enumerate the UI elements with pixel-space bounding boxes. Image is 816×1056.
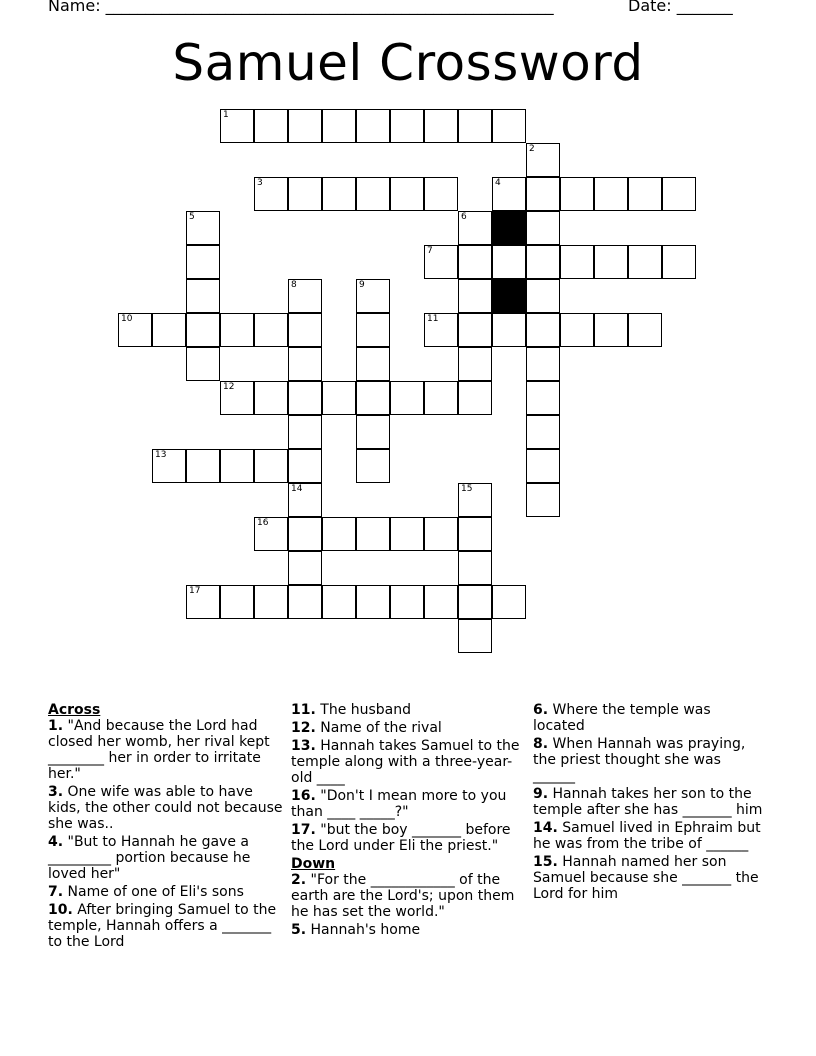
grid-cell[interactable] <box>220 109 254 143</box>
clue-number: 2 <box>529 144 535 154</box>
clue-number: 14. <box>533 820 558 836</box>
grid-cell[interactable] <box>186 313 220 347</box>
grid-cell[interactable] <box>288 109 322 143</box>
grid-cell[interactable] <box>526 245 560 279</box>
clue-text: When Hannah was praying, the priest thought she was ______ <box>533 736 746 784</box>
clue-item <box>291 702 521 718</box>
grid-cell[interactable] <box>254 585 288 619</box>
grid-cell[interactable] <box>288 585 322 619</box>
grid-cell[interactable] <box>186 449 220 483</box>
grid-cell[interactable] <box>458 517 492 551</box>
grid-cell[interactable] <box>526 211 560 245</box>
grid-cell[interactable] <box>560 313 594 347</box>
clue-number: 14 <box>291 484 303 494</box>
clue-number: 5 <box>189 212 195 222</box>
grid-cell[interactable] <box>288 449 322 483</box>
grid-cell[interactable] <box>560 177 594 211</box>
down-clues-list-continued <box>533 702 763 902</box>
grid-cell[interactable] <box>220 449 254 483</box>
grid-cell[interactable] <box>220 381 254 415</box>
clue-number: 1. <box>48 718 64 734</box>
clue-number: 7 <box>427 246 433 256</box>
clues-column-2 <box>291 702 521 940</box>
grid-cell[interactable] <box>458 483 492 517</box>
grid-cell[interactable] <box>288 347 322 381</box>
grid-cell[interactable] <box>356 381 390 415</box>
grid-cell[interactable] <box>492 585 526 619</box>
grid-cell[interactable] <box>526 177 560 211</box>
grid-cell[interactable] <box>288 313 322 347</box>
grid-cell[interactable] <box>322 381 356 415</box>
clue-number: 1 <box>223 110 229 120</box>
grid-cell[interactable] <box>458 619 492 653</box>
grid-cell[interactable] <box>356 313 390 347</box>
grid-cell[interactable] <box>424 177 458 211</box>
clue-item <box>533 820 763 852</box>
clue-item <box>48 902 284 950</box>
grid-cell[interactable] <box>662 177 696 211</box>
grid-cell[interactable] <box>186 245 220 279</box>
grid-cell[interactable] <box>288 415 322 449</box>
grid-cell[interactable] <box>492 177 526 211</box>
clue-number: 7. <box>48 884 64 900</box>
clue-number: 12 <box>223 382 235 392</box>
grid-cell[interactable] <box>424 585 458 619</box>
clue-number: 8 <box>291 280 297 290</box>
grid-cell[interactable] <box>356 347 390 381</box>
grid-cell[interactable] <box>526 381 560 415</box>
grid-cell[interactable] <box>458 279 492 313</box>
clue-number: 13 <box>155 450 167 460</box>
across-heading: Across <box>48 702 101 718</box>
grid-cell[interactable] <box>390 517 424 551</box>
clue-number: 6 <box>461 212 467 222</box>
clue-number: 11. <box>291 702 316 718</box>
clue-text: Hannah's home <box>306 922 421 938</box>
grid-black-cell <box>492 279 526 313</box>
grid-cell[interactable] <box>390 381 424 415</box>
grid-cell[interactable] <box>288 517 322 551</box>
clue-text: "But to Hannah he gave a _________ portion because he loved her" <box>48 834 251 882</box>
clue-number: 13. <box>291 738 316 754</box>
grid-cell[interactable] <box>356 279 390 313</box>
grid-cell[interactable] <box>390 585 424 619</box>
clue-number: 4. <box>48 834 64 850</box>
grid-cell[interactable] <box>526 143 560 177</box>
grid-cell[interactable] <box>356 415 390 449</box>
grid-cell[interactable] <box>492 109 526 143</box>
grid-cell[interactable] <box>288 279 322 313</box>
grid-cell[interactable] <box>254 177 288 211</box>
clue-item <box>533 702 763 734</box>
clue-number: 9. <box>533 786 549 802</box>
grid-cell[interactable] <box>424 313 458 347</box>
grid-cell[interactable] <box>560 245 594 279</box>
grid-cell[interactable] <box>458 551 492 585</box>
grid-cell[interactable] <box>356 517 390 551</box>
grid-cell[interactable] <box>152 449 186 483</box>
grid-cell[interactable] <box>526 483 560 517</box>
clue-item <box>533 736 763 784</box>
grid-cell[interactable] <box>288 483 322 517</box>
date-field-label: Date: _______ <box>628 0 733 15</box>
clue-text: One wife was able to have kids, the other could not because she was.. <box>48 784 283 832</box>
grid-cell[interactable] <box>390 109 424 143</box>
grid-cell[interactable] <box>458 313 492 347</box>
grid-cell[interactable] <box>288 551 322 585</box>
clue-text: After bringing Samuel to the temple, Hannah offers a _______ to the Lord <box>48 902 277 950</box>
clue-item <box>533 786 763 818</box>
grid-cell[interactable] <box>288 381 322 415</box>
clue-item <box>48 718 284 782</box>
clue-text: "And because the Lord had closed her womb, her rival kept ________ her in order to irritate her." <box>48 718 270 782</box>
grid-cell[interactable] <box>492 313 526 347</box>
clue-text: "For the ____________ of the earth are the Lord's; upon them he has set the world." <box>291 872 515 920</box>
grid-cell[interactable] <box>356 109 390 143</box>
clue-item <box>291 822 521 854</box>
grid-cell[interactable] <box>288 177 322 211</box>
across-clues-list <box>48 718 284 950</box>
clue-number: 6. <box>533 702 549 718</box>
grid-cell[interactable] <box>662 245 696 279</box>
across-clues-list-continued <box>291 702 521 854</box>
grid-cell[interactable] <box>458 245 492 279</box>
grid-cell[interactable] <box>458 585 492 619</box>
grid-cell[interactable] <box>628 177 662 211</box>
grid-cell[interactable] <box>594 245 628 279</box>
grid-cell[interactable] <box>220 313 254 347</box>
grid-black-cell <box>492 211 526 245</box>
clue-item <box>533 854 763 902</box>
grid-cell[interactable] <box>186 279 220 313</box>
grid-cell[interactable] <box>356 449 390 483</box>
grid-cell[interactable] <box>594 177 628 211</box>
clue-text: Hannah takes Samuel to the temple along with a three-year-old ____ <box>291 738 520 786</box>
clue-text: Name of the rival <box>315 720 442 736</box>
clue-number: 17 <box>189 586 201 596</box>
grid-cell[interactable] <box>458 381 492 415</box>
clue-number: 8. <box>533 736 549 752</box>
grid-cell[interactable] <box>254 381 288 415</box>
grid-cell[interactable] <box>526 347 560 381</box>
grid-cell[interactable] <box>458 347 492 381</box>
grid-cell[interactable] <box>424 517 458 551</box>
grid-cell[interactable] <box>424 245 458 279</box>
name-field-label: Name: ________________________________________________________ <box>48 0 554 15</box>
grid-cell[interactable] <box>424 109 458 143</box>
clue-number: 12. <box>291 720 316 736</box>
clue-item <box>291 720 521 736</box>
grid-cell[interactable] <box>186 211 220 245</box>
clue-number: 16. <box>291 788 316 804</box>
clue-item <box>48 884 284 900</box>
grid-cell[interactable] <box>322 517 356 551</box>
clue-number: 15. <box>533 854 558 870</box>
grid-cell[interactable] <box>220 585 254 619</box>
clues-column-3 <box>533 702 763 904</box>
grid-cell[interactable] <box>526 279 560 313</box>
down-heading: Down <box>291 856 336 872</box>
grid-cell[interactable] <box>628 245 662 279</box>
grid-cell[interactable] <box>492 245 526 279</box>
down-clues-list <box>291 872 521 938</box>
clue-text: Name of one of Eli's sons <box>63 884 244 900</box>
grid-cell[interactable] <box>424 381 458 415</box>
clue-item <box>291 788 521 820</box>
clue-text: Hannah takes her son to the temple after she has _______ him <box>533 786 763 818</box>
grid-cell[interactable] <box>458 211 492 245</box>
clue-number: 2. <box>291 872 307 888</box>
clue-text: "but the boy _______ before the Lord under Eli the priest." <box>291 822 511 854</box>
grid-cell[interactable] <box>322 109 356 143</box>
clue-number: 5. <box>291 922 307 938</box>
grid-cell[interactable] <box>526 449 560 483</box>
clue-number: 10 <box>121 314 133 324</box>
clue-number: 16 <box>257 518 269 528</box>
grid-cell[interactable] <box>322 585 356 619</box>
clue-text: Where the temple was located <box>533 702 711 734</box>
grid-cell[interactable] <box>594 313 628 347</box>
grid-cell[interactable] <box>322 177 356 211</box>
clue-text: "Don't I mean more to you than ____ _____?" <box>291 788 507 820</box>
clue-number: 11 <box>427 314 439 324</box>
clues-column-1 <box>48 702 284 952</box>
clue-item <box>291 872 521 920</box>
clue-number: 17. <box>291 822 316 838</box>
clue-item <box>291 738 521 786</box>
clue-item <box>48 834 284 882</box>
clue-number: 3 <box>257 178 263 188</box>
clue-text: Hannah named her son Samuel because she _______ the Lord for him <box>533 854 759 902</box>
grid-cell[interactable] <box>254 517 288 551</box>
grid-cell[interactable] <box>118 313 152 347</box>
clue-number: 3. <box>48 784 64 800</box>
grid-cell[interactable] <box>628 313 662 347</box>
clue-number: 9 <box>359 280 365 290</box>
grid-cell[interactable] <box>254 109 288 143</box>
grid-cell[interactable] <box>186 585 220 619</box>
grid-cell[interactable] <box>186 347 220 381</box>
grid-cell[interactable] <box>152 313 186 347</box>
grid-cell[interactable] <box>526 313 560 347</box>
clue-number: 15 <box>461 484 473 494</box>
grid-cell[interactable] <box>390 177 424 211</box>
grid-cell[interactable] <box>458 109 492 143</box>
grid-cell[interactable] <box>254 449 288 483</box>
grid-cell[interactable] <box>356 177 390 211</box>
clue-number: 10. <box>48 902 73 918</box>
clue-text: Samuel lived in Ephraim but he was from the tribe of ______ <box>533 820 761 852</box>
clue-item <box>291 922 521 938</box>
grid-cell[interactable] <box>254 313 288 347</box>
clue-item <box>48 784 284 832</box>
grid-cell[interactable] <box>526 415 560 449</box>
page-title: Samuel Crossword <box>172 34 644 92</box>
grid-cell[interactable] <box>356 585 390 619</box>
clue-number: 4 <box>495 178 501 188</box>
clue-text: The husband <box>315 702 412 718</box>
